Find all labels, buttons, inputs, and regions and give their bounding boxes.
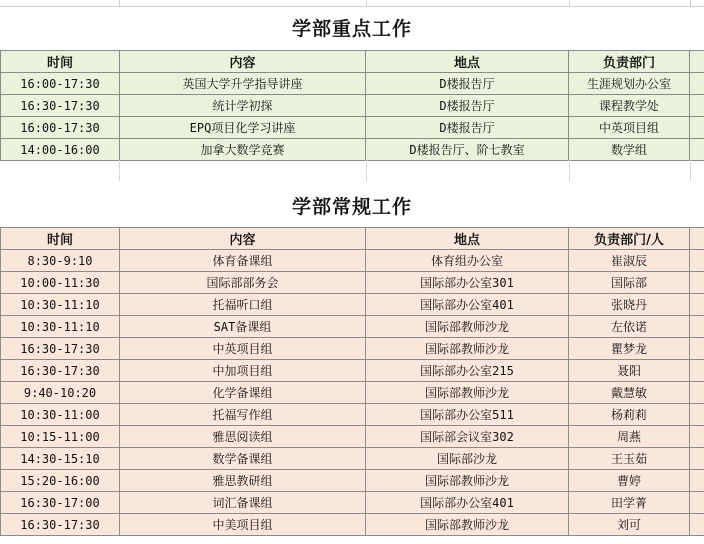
cell-time: 16:00-17:30 (1, 117, 120, 139)
header-department: 负责部门 (569, 51, 690, 73)
cell-content: EPQ项目化学习讲座 (120, 117, 366, 139)
cell-department: 张晓丹 (569, 294, 690, 316)
cell-department: 课程教学处 (569, 95, 690, 117)
cell-location: D楼报告厅 (366, 73, 569, 95)
cell-time: 16:30-17:30 (1, 338, 120, 360)
header-time: 时间 (1, 228, 120, 250)
header-time: 时间 (1, 51, 120, 73)
cell-content: 体育备课组 (120, 250, 366, 272)
cell-extra (690, 448, 704, 470)
cell-department: 中英项目组 (569, 117, 690, 139)
cell-content: 雅思阅读组 (120, 426, 366, 448)
cell-department: 王玉茹 (569, 448, 690, 470)
cell-content: 中英项目组 (120, 338, 366, 360)
cell-extra (690, 95, 704, 117)
cell-extra (690, 294, 704, 316)
table-row (1, 338, 704, 360)
cell-content: 托福写作组 (120, 404, 366, 426)
cell-location: 国际部沙龙 (366, 448, 569, 470)
cell-time: 10:30-11:10 (1, 316, 120, 338)
cell-time: 14:30-15:10 (1, 448, 120, 470)
cell-extra (690, 470, 704, 492)
cell-time: 16:30-17:00 (1, 492, 120, 514)
cell-location: D楼报告厅 (366, 95, 569, 117)
cell-extra (690, 492, 704, 514)
cell-content: SAT备课组 (120, 316, 366, 338)
table-row (1, 272, 704, 294)
cell-time: 10:15-11:00 (1, 426, 120, 448)
cell-location: 体育组办公室 (366, 250, 569, 272)
table-header-row (1, 51, 704, 73)
cell-location: 国际部会议室302 (366, 426, 569, 448)
spacer-row (0, 160, 704, 181)
cell-content: 统计学初探 (120, 95, 366, 117)
cell-time: 14:00-16:00 (1, 139, 120, 161)
cell-department: 左依诺 (569, 316, 690, 338)
cell-department: 田学菁 (569, 492, 690, 514)
cell-time: 10:00-11:30 (1, 272, 120, 294)
cell-location: 国际部办公室215 (366, 360, 569, 382)
cell-department: 瞿梦龙 (569, 338, 690, 360)
cell-time: 16:30-17:30 (1, 514, 120, 536)
cell-time: 8:30-9:10 (1, 250, 120, 272)
cell-location: 国际部办公室401 (366, 492, 569, 514)
cell-department: 数学组 (569, 139, 690, 161)
table-row (1, 426, 704, 448)
table-row (1, 470, 704, 492)
table-row (1, 250, 704, 272)
cell-content: 中美项目组 (120, 514, 366, 536)
cell-department: 曹婷 (569, 470, 690, 492)
cell-location: 国际部办公室401 (366, 294, 569, 316)
cell-extra (690, 426, 704, 448)
header-content: 内容 (120, 228, 366, 250)
cell-location: 国际部教师沙龙 (366, 382, 569, 404)
table-row (1, 382, 704, 404)
cell-extra (690, 139, 704, 161)
header-location: 地点 (366, 228, 569, 250)
section-title-routine-work: 学部常规工作 (291, 196, 412, 218)
header-department-person: 负责部门/人 (569, 228, 690, 250)
cell-time: 15:20-16:00 (1, 470, 120, 492)
cell-department: 周燕 (569, 426, 690, 448)
table-row (1, 73, 704, 95)
cell-content: 化学备课组 (120, 382, 366, 404)
table-row (1, 404, 704, 426)
cell-time: 16:30-17:30 (1, 95, 120, 117)
header-location: 地点 (366, 51, 569, 73)
table-row (1, 139, 704, 161)
cell-content: 词汇备课组 (120, 492, 366, 514)
cell-extra (690, 117, 704, 139)
cell-time: 10:30-11:10 (1, 294, 120, 316)
cell-content: 英国大学升学指导讲座 (120, 73, 366, 95)
cell-time: 9:40-10:20 (1, 382, 120, 404)
routine-work-table (0, 227, 704, 536)
header-content: 内容 (120, 51, 366, 73)
cell-content: 国际部部务会 (120, 272, 366, 294)
table-row (1, 448, 704, 470)
table-row (1, 117, 704, 139)
cell-location: 国际部教师沙龙 (366, 338, 569, 360)
cell-extra (690, 338, 704, 360)
cell-location: 国际部办公室511 (366, 404, 569, 426)
cell-time: 16:30-17:30 (1, 360, 120, 382)
table-row (1, 95, 704, 117)
cell-location: D楼报告厅 (366, 117, 569, 139)
table-row (1, 514, 704, 536)
cell-extra (690, 404, 704, 426)
cell-department: 戴慧敏 (569, 382, 690, 404)
table-row (1, 294, 704, 316)
cell-department: 国际部 (569, 272, 690, 294)
cell-time: 10:30-11:00 (1, 404, 120, 426)
cell-extra (690, 272, 704, 294)
cell-extra (690, 250, 704, 272)
cell-department: 聂阳 (569, 360, 690, 382)
cell-extra (690, 73, 704, 95)
cell-content: 雅思教研组 (120, 470, 366, 492)
table-row (1, 492, 704, 514)
cell-location: 国际部办公室301 (366, 272, 569, 294)
cell-department: 生涯规划办公室 (569, 73, 690, 95)
spreadsheet-top-edge (0, 0, 704, 7)
cell-location: 国际部教师沙龙 (366, 514, 569, 536)
cell-department: 杨莉莉 (569, 404, 690, 426)
cell-department: 崔淑辰 (569, 250, 690, 272)
cell-time: 16:00-17:30 (1, 73, 120, 95)
cell-extra (690, 382, 704, 404)
cell-extra (690, 514, 704, 536)
cell-location: 国际部教师沙龙 (366, 470, 569, 492)
cell-department: 刘可 (569, 514, 690, 536)
table-header-row (1, 228, 704, 250)
table-row (1, 316, 704, 338)
key-work-table (0, 50, 704, 161)
cell-extra (690, 360, 704, 382)
cell-content: 中加项目组 (120, 360, 366, 382)
table-row (1, 360, 704, 382)
header-extra (690, 228, 704, 250)
cell-content: 加拿大数学竞赛 (120, 139, 366, 161)
cell-extra (690, 316, 704, 338)
cell-location: D楼报告厅、阶七教室 (366, 139, 569, 161)
cell-location: 国际部教师沙龙 (366, 316, 569, 338)
cell-content: 数学备课组 (120, 448, 366, 470)
header-extra (690, 51, 704, 73)
cell-content: 托福听口组 (120, 294, 366, 316)
section-title-key-work: 学部重点工作 (291, 18, 412, 40)
